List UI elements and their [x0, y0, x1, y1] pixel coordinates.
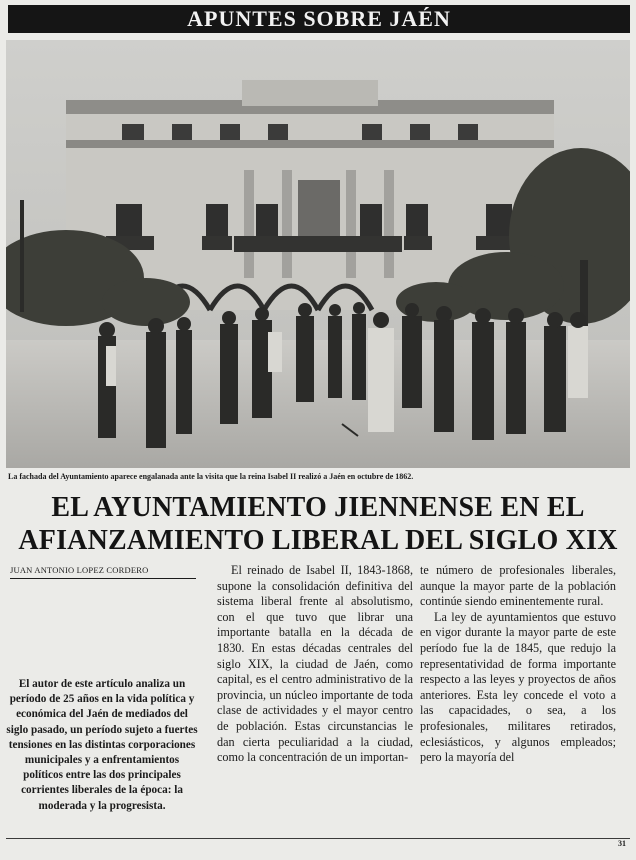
body-paragraph: te número de profesionales liberales, aunque la mayor parte de la población continúe siendo eminentemente rural.: [420, 563, 616, 609]
body-paragraph: La ley de ayuntamientos que estuvo en vigor durante la mayor parte de este período fue la de 1845, que redujo la representatividad de forma importante respecto a las leyes y proyectos de años anteriores. Esta ley concede el voto a las capacidades, o sea, a los profesionales, militares retirados, eclesiásticos, y algunos empleados; pero la mayoría del: [420, 609, 616, 765]
body-paragraph: El reinado de Isabel II, 1843-1868, supone la consolidación definitiva del sistema liberal frente al absolutismo, con el que tuvo que librar una importante batalla en la década de 1830. En estas décadas centrales del siglo XIX, la ciudad de Jaén, como capital, es el centro administrativo de la provincia, un núcleo importante de toda clase de actividades y el mayor centro de población. Estas circunstancias le dan cierta peculiaridad a la ciudad, como la concentración de un importan-: [217, 563, 413, 765]
town-hall-photo: [6, 40, 630, 468]
footer-rule: [6, 838, 630, 839]
headline-line-1: EL AYUNTAMIENTO JIENNENSE EN EL: [51, 492, 585, 523]
body-column-1: [217, 563, 413, 766]
body-column-2: [420, 563, 616, 766]
photo-illustration: [6, 40, 630, 468]
section-banner: APUNTES SOBRE JAÉN: [8, 5, 630, 33]
article-headline: [8, 491, 628, 557]
article-abstract: El autor de este artículo analiza un período de 25 años en la vida política y económica del Jaén de mediados del siglo pasado, un período sujeto a fuertes tensiones en las distintas corporaciones municipales y a enfrentamientos políticos entre las dos principales corrientes liberales de la época: la moderada y la progresista.: [6, 678, 198, 812]
headline-line-2: AFIANZAMIENTO LIBERAL DEL SIGLO XIX: [18, 525, 618, 556]
photo-caption: La fachada del Ayuntamiento aparece engalanada ante la visita que la reina Isabel II realizó a Jaén en octubre de 1862.: [8, 472, 414, 481]
author-name: JUAN ANTONIO LOPEZ CORDERO: [10, 565, 196, 579]
byline: [10, 565, 196, 579]
page-number: 31: [618, 839, 626, 848]
